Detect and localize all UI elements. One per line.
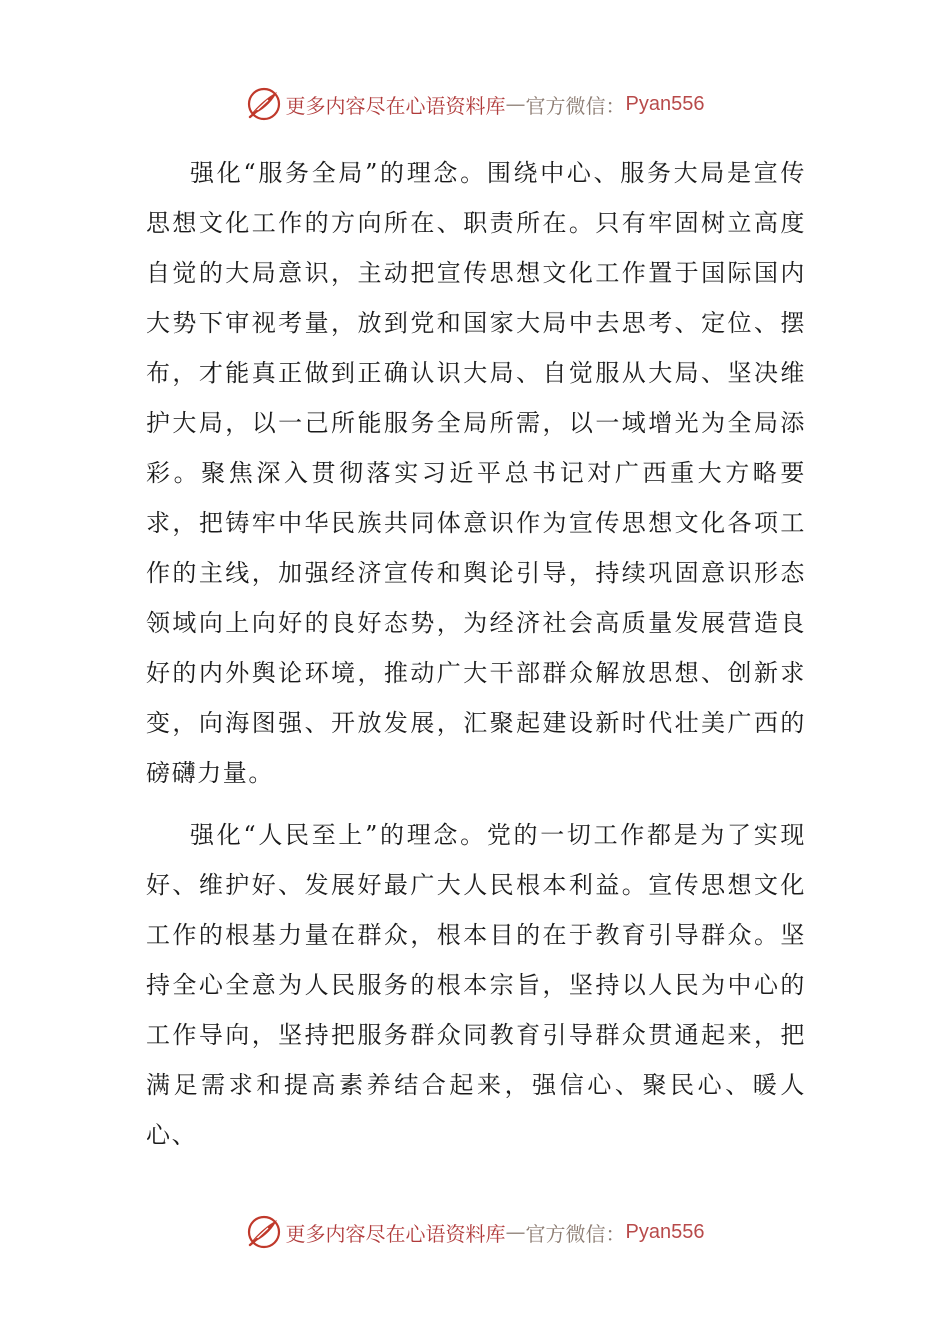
header-banner [0,84,950,124]
banner-wechat-label: 官方微信： [525,1221,626,1246]
paragraph-service-overall: 强化“服务全局”的理念。围绕中心、服务大局是宣传思想文化工作的方向所在、职责所在。只有牢固树立高度自觉的大局意识，主动把宣传思想文化工作置于国际国内大势下审视考量，放到党和国家大局中去思考、定位、摆布，才能真正做到正确认识大局、自觉服从大局、坚决维护大局，以一己所能服务全局所需，以一域增光为全局添彩。聚焦深入贯彻落实习近平总书记对广西重大方略要求，把铸牢中华民族共同体意识作为宣传思想文化各项工作的主线，加强经济宣传和舆论引导，持续巩固意识形态领域向上向好的良好态势，为经济社会高质量发展营造良好的内外舆论环境，推动广大干部群众解放思想、创新求变，向海图强、开放发展，汇聚起建设新时代壮美广西的磅礴力量。 [146,159,806,787]
banner-wechat-id: Pyan556 [625,1220,705,1243]
banner-wechat-id: Pyan556 [625,92,705,115]
quill-logo-icon [246,1214,282,1250]
banner-title: 更多内容尽在心语资料库 [285,1221,506,1246]
footer-banner [0,1212,950,1252]
paragraph-people-first: 强化“人民至上”的理念。党的一切工作都是为了实现好、维护好、发展好最广大人民根本利益。宣传思想文化工作的根基力量在群众，根本目的在于教育引导群众。坚持全心全意为人民服务的根本宗旨，坚持以人民为中心的工作导向，坚持把服务群众同教育引导群众贯通起来，把满足需求和提高素养结合起来，强信心、聚民心、暖人心、 [146,821,806,1149]
banner-dash: — [505,1220,526,1244]
quill-logo-icon [246,86,282,122]
document-body [146,148,806,1160]
banner-dash: — [505,92,526,116]
banner-wechat-label: 官方微信： [525,93,626,118]
banner-title: 更多内容尽在心语资料库 [285,93,506,118]
